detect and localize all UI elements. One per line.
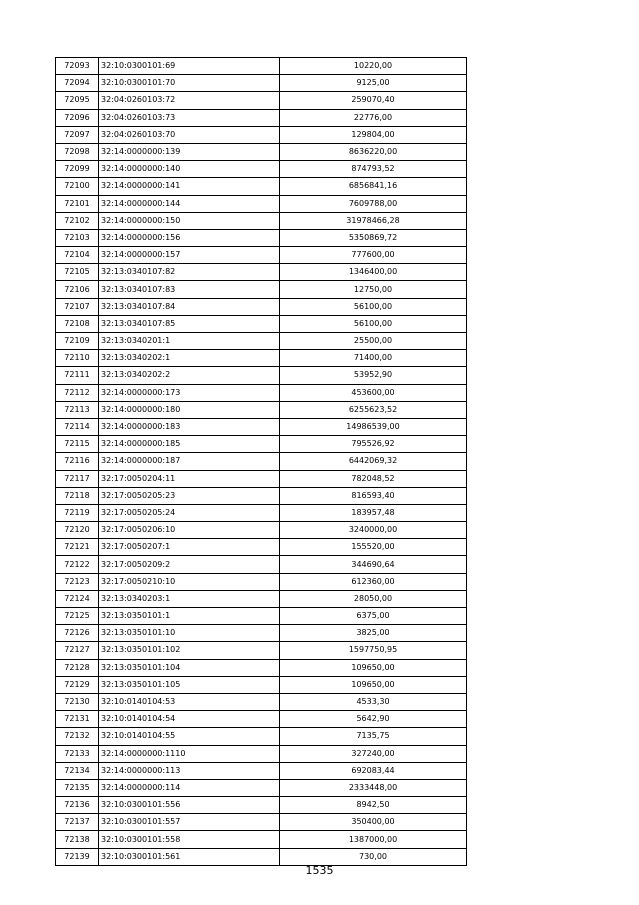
cadastral-value-cell: 6255623,52 xyxy=(280,401,467,418)
cadastral-value-cell: 14986539,00 xyxy=(280,418,467,435)
row-number-cell: 72104 xyxy=(56,247,99,264)
row-number-cell: 72134 xyxy=(56,762,99,779)
table-row xyxy=(56,401,467,418)
row-number-cell: 72139 xyxy=(56,848,99,865)
cadastral-number-cell: 32:17:0050209:2 xyxy=(99,556,280,573)
cadastral-value-cell: 7609788,00 xyxy=(280,195,467,212)
cadastral-value-cell: 344690,64 xyxy=(280,556,467,573)
cadastral-value-cell: 795526,92 xyxy=(280,436,467,453)
row-number-cell: 72093 xyxy=(56,58,99,75)
row-number-cell: 72123 xyxy=(56,573,99,590)
cadastral-number-cell: 32:10:0300101:70 xyxy=(99,75,280,92)
row-number-cell: 72094 xyxy=(56,75,99,92)
cadastral-value-cell: 6856841,16 xyxy=(280,178,467,195)
row-number-cell: 72113 xyxy=(56,401,99,418)
cadastral-number-cell: 32:14:0000000:114 xyxy=(99,779,280,796)
table-row xyxy=(56,178,467,195)
cadastral-number-cell: 32:10:0300101:69 xyxy=(99,58,280,75)
table-row xyxy=(56,333,467,350)
cadastral-value-cell: 1597750,95 xyxy=(280,642,467,659)
row-number-cell: 72120 xyxy=(56,522,99,539)
row-number-cell: 72095 xyxy=(56,92,99,109)
cadastral-value-cell: 129804,00 xyxy=(280,126,467,143)
cadastral-value-cell: 327240,00 xyxy=(280,745,467,762)
table-row xyxy=(56,418,467,435)
row-number-cell: 72105 xyxy=(56,264,99,281)
row-number-cell: 72112 xyxy=(56,384,99,401)
table-row xyxy=(56,109,467,126)
table-row xyxy=(56,384,467,401)
cadastral-number-cell: 32:14:0000000:187 xyxy=(99,453,280,470)
table-row xyxy=(56,470,467,487)
table-row xyxy=(56,814,467,831)
cadastral-number-cell: 32:10:0140104:55 xyxy=(99,728,280,745)
row-number-cell: 72126 xyxy=(56,625,99,642)
cadastral-value-cell: 5350869,72 xyxy=(280,229,467,246)
cadastral-value-cell: 782048,52 xyxy=(280,470,467,487)
row-number-cell: 72124 xyxy=(56,590,99,607)
cadastral-value-cell: 56100,00 xyxy=(280,315,467,332)
cadastral-number-cell: 32:10:0300101:556 xyxy=(99,797,280,814)
table-row xyxy=(56,195,467,212)
cadastral-value-cell: 5642,90 xyxy=(280,711,467,728)
table-row xyxy=(56,659,467,676)
table-row xyxy=(56,590,467,607)
cadastral-value-cell: 56100,00 xyxy=(280,298,467,315)
table-row xyxy=(56,625,467,642)
row-number-cell: 72119 xyxy=(56,504,99,521)
row-number-cell: 72110 xyxy=(56,350,99,367)
row-number-cell: 72101 xyxy=(56,195,99,212)
cadastral-number-cell: 32:14:0000000:139 xyxy=(99,143,280,160)
table-row xyxy=(56,126,467,143)
row-number-cell: 72097 xyxy=(56,126,99,143)
cadastral-value-cell: 612360,00 xyxy=(280,573,467,590)
page-number: 1535 xyxy=(305,864,334,877)
table-row xyxy=(56,522,467,539)
row-number-cell: 72136 xyxy=(56,797,99,814)
row-number-cell: 72133 xyxy=(56,745,99,762)
table-row xyxy=(56,161,467,178)
table-row xyxy=(56,487,467,504)
cadastral-value-cell: 28050,00 xyxy=(280,590,467,607)
cadastral-value-cell: 453600,00 xyxy=(280,384,467,401)
cadastral-number-cell: 32:14:0000000:150 xyxy=(99,212,280,229)
table-row xyxy=(56,298,467,315)
cadastral-number-cell: 32:13:0340201:1 xyxy=(99,333,280,350)
table-row xyxy=(56,453,467,470)
table-row xyxy=(56,693,467,710)
cadastral-value-cell: 7135,75 xyxy=(280,728,467,745)
table-row xyxy=(56,676,467,693)
cadastral-value-cell: 816593,40 xyxy=(280,487,467,504)
cadastral-number-cell: 32:13:0340203:1 xyxy=(99,590,280,607)
table-row xyxy=(56,762,467,779)
cadastral-value-table xyxy=(55,57,467,866)
cadastral-value-cell: 183957,48 xyxy=(280,504,467,521)
row-number-cell: 72098 xyxy=(56,143,99,160)
cadastral-value-cell: 6442069,32 xyxy=(280,453,467,470)
cadastral-value-cell: 9125,00 xyxy=(280,75,467,92)
row-number-cell: 72103 xyxy=(56,229,99,246)
cadastral-value-cell: 350400,00 xyxy=(280,814,467,831)
cadastral-number-cell: 32:13:0340107:83 xyxy=(99,281,280,298)
table-row xyxy=(56,143,467,160)
row-number-cell: 72116 xyxy=(56,453,99,470)
cadastral-value-cell: 8636220,00 xyxy=(280,143,467,160)
cadastral-number-cell: 32:14:0000000:157 xyxy=(99,247,280,264)
cadastral-number-cell: 32:10:0140104:54 xyxy=(99,711,280,728)
cadastral-value-cell: 730,00 xyxy=(280,848,467,865)
table-row xyxy=(56,779,467,796)
row-number-cell: 72106 xyxy=(56,281,99,298)
cadastral-value-cell: 874793,52 xyxy=(280,161,467,178)
cadastral-number-cell: 32:13:0340202:1 xyxy=(99,350,280,367)
row-number-cell: 72137 xyxy=(56,814,99,831)
cadastral-number-cell: 32:10:0300101:558 xyxy=(99,831,280,848)
table-row xyxy=(56,539,467,556)
row-number-cell: 72130 xyxy=(56,693,99,710)
cadastral-value-cell: 4533,30 xyxy=(280,693,467,710)
cadastral-value-cell: 3825,00 xyxy=(280,625,467,642)
row-number-cell: 72102 xyxy=(56,212,99,229)
cadastral-value-cell: 6375,00 xyxy=(280,608,467,625)
cadastral-value-cell: 2333448,00 xyxy=(280,779,467,796)
table-row xyxy=(56,75,467,92)
table-row xyxy=(56,436,467,453)
cadastral-number-cell: 32:13:0350101:102 xyxy=(99,642,280,659)
cadastral-number-cell: 32:10:0300101:561 xyxy=(99,848,280,865)
cadastral-number-cell: 32:10:0300101:557 xyxy=(99,814,280,831)
table-row xyxy=(56,797,467,814)
cadastral-number-cell: 32:14:0000000:144 xyxy=(99,195,280,212)
cadastral-number-cell: 32:17:0050207:1 xyxy=(99,539,280,556)
row-number-cell: 72131 xyxy=(56,711,99,728)
table-row xyxy=(56,573,467,590)
cadastral-number-cell: 32:13:0340202:2 xyxy=(99,367,280,384)
table-row xyxy=(56,350,467,367)
table-row xyxy=(56,848,467,865)
cadastral-number-cell: 32:04:0260103:70 xyxy=(99,126,280,143)
table-row xyxy=(56,608,467,625)
cadastral-number-cell: 32:13:0350101:105 xyxy=(99,676,280,693)
table-row xyxy=(56,711,467,728)
table-row xyxy=(56,728,467,745)
table-row xyxy=(56,367,467,384)
cadastral-number-cell: 32:14:0000000:185 xyxy=(99,436,280,453)
table-row xyxy=(56,831,467,848)
row-number-cell: 72125 xyxy=(56,608,99,625)
cadastral-number-cell: 32:14:0000000:113 xyxy=(99,762,280,779)
cadastral-value-cell: 1346400,00 xyxy=(280,264,467,281)
cadastral-value-cell: 109650,00 xyxy=(280,659,467,676)
row-number-cell: 72138 xyxy=(56,831,99,848)
table-row xyxy=(56,281,467,298)
row-number-cell: 72135 xyxy=(56,779,99,796)
row-number-cell: 72111 xyxy=(56,367,99,384)
cadastral-value-cell: 12750,00 xyxy=(280,281,467,298)
table-row xyxy=(56,58,467,75)
table-row xyxy=(56,212,467,229)
row-number-cell: 72115 xyxy=(56,436,99,453)
table-row xyxy=(56,247,467,264)
cadastral-number-cell: 32:17:0050204:11 xyxy=(99,470,280,487)
row-number-cell: 72100 xyxy=(56,178,99,195)
table-row xyxy=(56,315,467,332)
cadastral-number-cell: 32:14:0000000:1110 xyxy=(99,745,280,762)
row-number-cell: 72117 xyxy=(56,470,99,487)
cadastral-value-cell: 71400,00 xyxy=(280,350,467,367)
cadastral-value-cell: 31978466,28 xyxy=(280,212,467,229)
cadastral-value-cell: 53952,90 xyxy=(280,367,467,384)
cadastral-number-cell: 32:13:0350101:1 xyxy=(99,608,280,625)
cadastral-number-cell: 32:13:0350101:10 xyxy=(99,625,280,642)
row-number-cell: 72108 xyxy=(56,315,99,332)
table-row xyxy=(56,264,467,281)
cadastral-number-cell: 32:14:0000000:140 xyxy=(99,161,280,178)
cadastral-number-cell: 32:13:0340107:84 xyxy=(99,298,280,315)
row-number-cell: 72114 xyxy=(56,418,99,435)
row-number-cell: 72129 xyxy=(56,676,99,693)
cadastral-number-cell: 32:04:0260103:73 xyxy=(99,109,280,126)
row-number-cell: 72127 xyxy=(56,642,99,659)
table-row xyxy=(56,556,467,573)
cadastral-number-cell: 32:13:0350101:104 xyxy=(99,659,280,676)
cadastral-value-cell: 259070,40 xyxy=(280,92,467,109)
row-number-cell: 72099 xyxy=(56,161,99,178)
row-number-cell: 72107 xyxy=(56,298,99,315)
cadastral-value-cell: 3240000,00 xyxy=(280,522,467,539)
cadastral-value-cell: 10220,00 xyxy=(280,58,467,75)
cadastral-value-cell: 22776,00 xyxy=(280,109,467,126)
row-number-cell: 72128 xyxy=(56,659,99,676)
cadastral-value-cell: 1387000,00 xyxy=(280,831,467,848)
table-row xyxy=(56,745,467,762)
row-number-cell: 72118 xyxy=(56,487,99,504)
cadastral-number-cell: 32:17:0050210:10 xyxy=(99,573,280,590)
row-number-cell: 72121 xyxy=(56,539,99,556)
cadastral-number-cell: 32:04:0260103:72 xyxy=(99,92,280,109)
table-row xyxy=(56,92,467,109)
cadastral-number-cell: 32:14:0000000:173 xyxy=(99,384,280,401)
cadastral-number-cell: 32:14:0000000:180 xyxy=(99,401,280,418)
cadastral-number-cell: 32:13:0340107:82 xyxy=(99,264,280,281)
table-row xyxy=(56,504,467,521)
table-body xyxy=(56,58,467,866)
table-row xyxy=(56,229,467,246)
cadastral-number-cell: 32:10:0140104:53 xyxy=(99,693,280,710)
cadastral-number-cell: 32:17:0050205:24 xyxy=(99,504,280,521)
cadastral-value-cell: 692083,44 xyxy=(280,762,467,779)
cadastral-value-cell: 155520,00 xyxy=(280,539,467,556)
cadastral-number-cell: 32:14:0000000:183 xyxy=(99,418,280,435)
row-number-cell: 72096 xyxy=(56,109,99,126)
table-row xyxy=(56,642,467,659)
row-number-cell: 72122 xyxy=(56,556,99,573)
row-number-cell: 72132 xyxy=(56,728,99,745)
cadastral-number-cell: 32:13:0340107:85 xyxy=(99,315,280,332)
cadastral-value-cell: 25500,00 xyxy=(280,333,467,350)
cadastral-value-cell: 8942,50 xyxy=(280,797,467,814)
cadastral-value-cell: 109650,00 xyxy=(280,676,467,693)
cadastral-number-cell: 32:14:0000000:156 xyxy=(99,229,280,246)
cadastral-number-cell: 32:14:0000000:141 xyxy=(99,178,280,195)
cadastral-value-cell: 777600,00 xyxy=(280,247,467,264)
cadastral-number-cell: 32:17:0050205:23 xyxy=(99,487,280,504)
row-number-cell: 72109 xyxy=(56,333,99,350)
cadastral-number-cell: 32:17:0050206:10 xyxy=(99,522,280,539)
